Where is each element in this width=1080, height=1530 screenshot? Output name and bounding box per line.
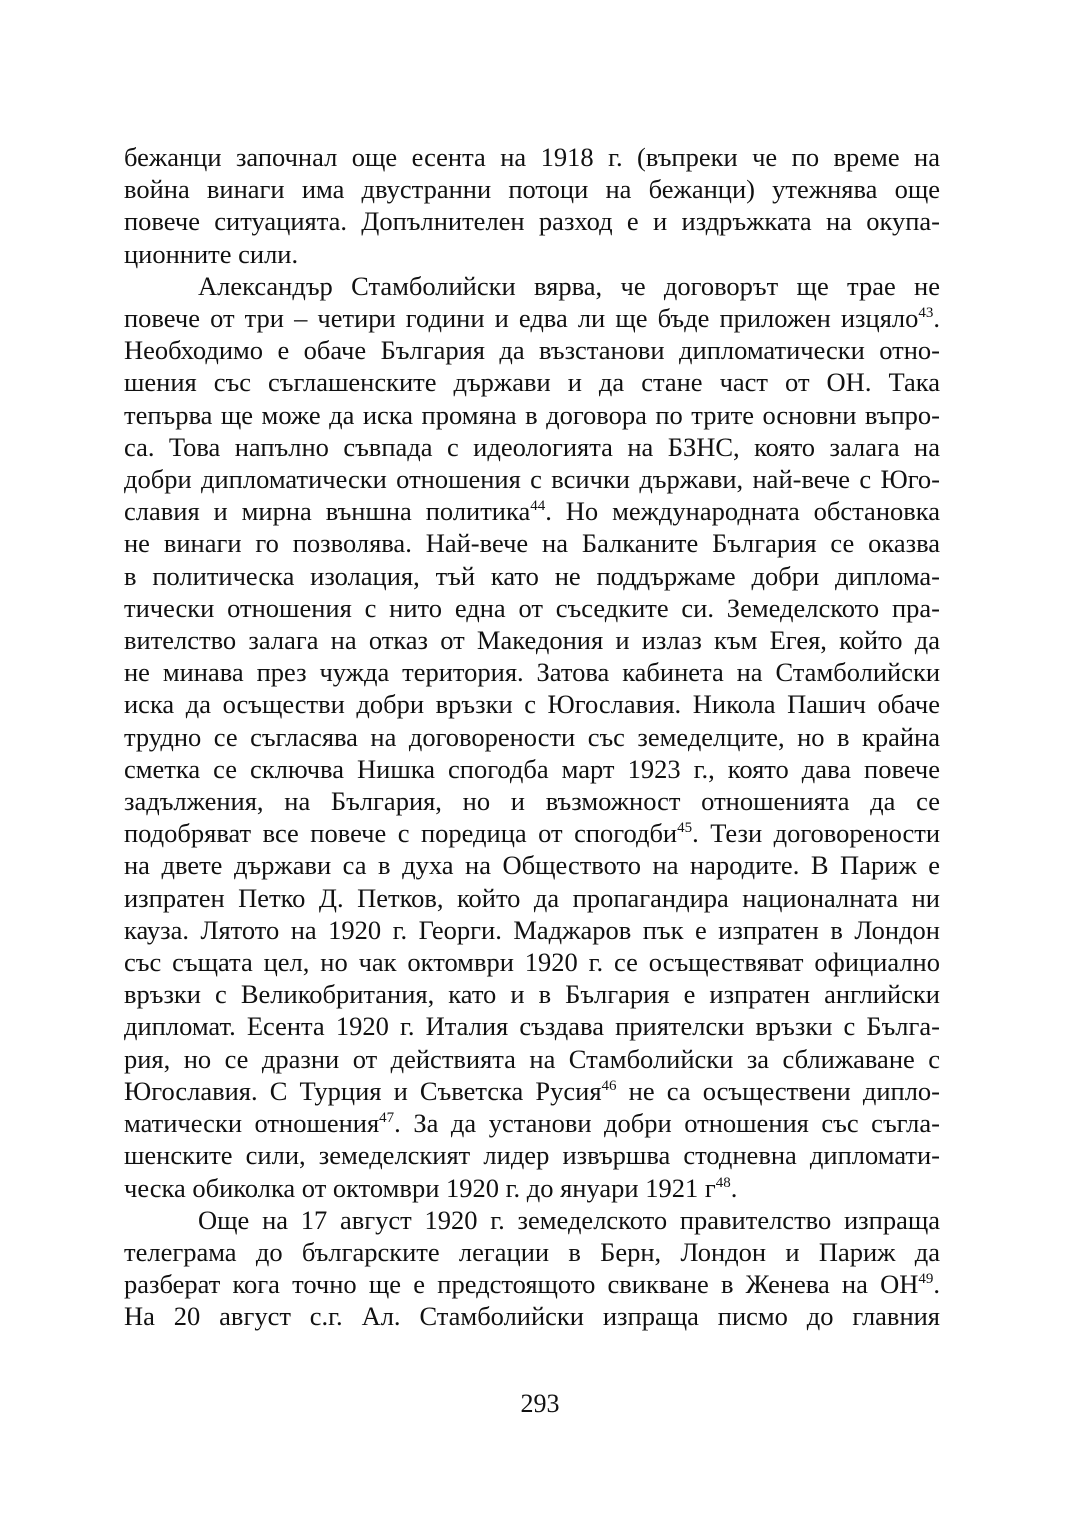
text-fragment: матически отношения bbox=[124, 1108, 380, 1139]
text-line: иска да осъществи добри връзки с Югославия. Никола Пашич обаче bbox=[124, 689, 940, 720]
text-line: в политическа изолация, тъй като не поддържаме добри диплома- bbox=[124, 560, 940, 591]
text-line bbox=[124, 1268, 940, 1300]
text-line: трудно се съгласява на договорености със земеделците, но в крайна bbox=[124, 721, 940, 752]
text-line: Необходимо е обаче България да възстанови дипломатически отно- bbox=[124, 335, 940, 366]
footnote-ref: 48 bbox=[715, 1174, 731, 1191]
paragraph-3 bbox=[124, 1204, 940, 1333]
text-line: телеграма до българските легации в Берн, Лондон и Париж да bbox=[124, 1236, 940, 1267]
text-line: не винаги го позволява. Най-вече на Балканите България се оказва bbox=[124, 528, 940, 559]
text-line: тепърва ще може да иска промяна в договора по трите основни въпро- bbox=[124, 399, 940, 430]
text-line: сметка се сключва Нишка спогодба март 1923 г., която дава повече bbox=[124, 753, 940, 784]
text-line: са. Това напълно съвпада с идеологията на БЗНС, която залага на bbox=[124, 431, 940, 462]
text-line: със същата цел, но чак октомври 1920 г. се осъществяват официално bbox=[124, 947, 940, 978]
text-line: не минава през чужда територия. Затова кабинета на Стамболийски bbox=[124, 657, 940, 688]
text-line: бежанци започнал още есента на 1918 г. (въпреки че по време на bbox=[124, 142, 940, 172]
footnote-ref: 46 bbox=[601, 1077, 617, 1094]
page-body bbox=[124, 141, 940, 1333]
text-line: война винаги има двустранни потоци на бежанци) утежнява още bbox=[124, 174, 940, 205]
footnote-ref: 49 bbox=[918, 1271, 934, 1288]
text-line bbox=[124, 302, 940, 334]
text-line: тически отношения с нито една от съседките си. Земеделското пра- bbox=[124, 592, 940, 623]
text-fragment: повече от три – четири години и едва ли ще бъде приложен изцяло bbox=[124, 303, 919, 334]
footnote-ref: 47 bbox=[379, 1110, 395, 1127]
text-line bbox=[124, 495, 940, 527]
text-line bbox=[124, 1172, 940, 1204]
text-fragment: разберат кога точно ще е предстоящото свикване в Женева на ОН bbox=[124, 1269, 919, 1300]
text-line bbox=[124, 817, 940, 849]
text-fragment: ческа обиколка от октомври 1920 г. до януари 1921 г bbox=[124, 1172, 716, 1203]
footnote-ref: 45 bbox=[677, 820, 693, 837]
text-line: вителство залага на отказ от Македония и излаз към Егея, който да bbox=[124, 625, 940, 656]
paragraph-1 bbox=[124, 141, 940, 270]
page-number: 293 bbox=[520, 1389, 560, 1418]
text-line bbox=[124, 1107, 940, 1139]
text-line: кауза. Лятото на 1920 г. Георги. Маджаров пък е изпратен в Лондон bbox=[124, 914, 940, 945]
text-fragment: . bbox=[933, 1269, 940, 1300]
text-fragment: славия и мирна външна политика bbox=[124, 496, 531, 527]
text-fragment: . bbox=[730, 1172, 738, 1203]
text-line: повече ситуацията. Допълнителен разход е и издръжката на окупа- bbox=[124, 206, 940, 237]
text-line: на двете държави са в духа на Обществото на народите. В Париж е bbox=[124, 850, 940, 881]
footnote-ref: 43 bbox=[918, 305, 934, 322]
text-line: ционните сили. bbox=[124, 238, 299, 269]
text-fragment: . Тези договорености bbox=[692, 818, 940, 849]
text-line: На 20 август с.г. Ал. Стамболийски изпраща писмо до главния bbox=[124, 1301, 940, 1332]
text-fragment: подобряват все повече с поредица от спогодби bbox=[124, 818, 678, 849]
text-line: изпратен Петко Д. Петков, който да пропагандира националната ни bbox=[124, 882, 940, 913]
text-line: връзки с Великобритания, като и в България е изпратен английски bbox=[124, 979, 940, 1010]
text-line: добри дипломатически отношения с всички държави, най-вече с Юго- bbox=[124, 464, 940, 495]
text-line: шения със съглашенските държави и да стане част от ОН. Така bbox=[124, 367, 940, 398]
text-line: рия, но се дразни от действията на Стамболийски за сближаване с bbox=[124, 1043, 940, 1074]
text-fragment: не са осъществени дипло- bbox=[616, 1075, 940, 1106]
text-line: задължения, на България, но и възможност отношенията да се bbox=[124, 786, 940, 817]
text-fragment: . За да установи добри отношения със съгла- bbox=[394, 1108, 940, 1139]
paragraph-2 bbox=[124, 270, 940, 1204]
text-fragment: Югославия. С Турция и Съветска Русия bbox=[124, 1075, 602, 1106]
text-line: шенските сили, земеделският лидер извършва стодневна дипломати- bbox=[124, 1140, 940, 1171]
text-fragment: . Но международната обстановка bbox=[545, 496, 940, 527]
text-line bbox=[124, 1075, 940, 1107]
text-line: дипломат. Есента 1920 г. Италия създава приятелски връзки с Бълга- bbox=[124, 1011, 940, 1042]
footnote-ref: 44 bbox=[530, 498, 546, 515]
text-fragment: . bbox=[933, 303, 940, 334]
text-line: Александър Стамболийски вярва, че договорът ще трае не bbox=[198, 270, 940, 301]
text-line: Още на 17 август 1920 г. земеделското правителство изпраща bbox=[198, 1204, 940, 1235]
